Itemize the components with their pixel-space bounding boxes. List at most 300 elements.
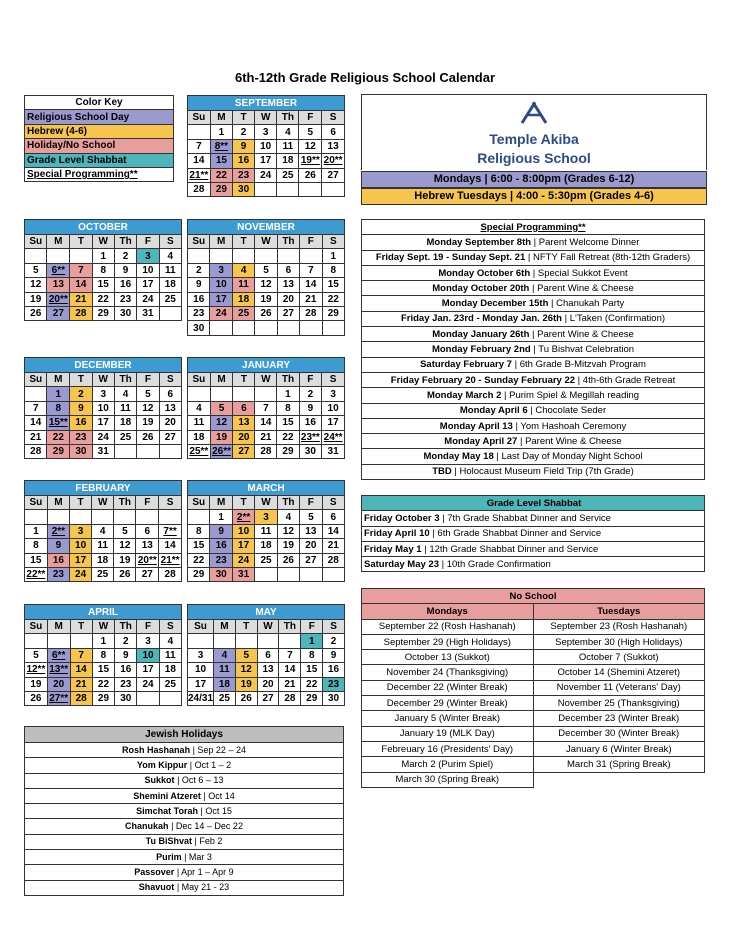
- calendar-day: 20: [257, 677, 279, 691]
- calendar-october: [24, 219, 182, 321]
- calendar-day: 5: [210, 401, 233, 415]
- calendar-day: 30: [299, 444, 322, 458]
- calendar-day: 25**: [189, 446, 209, 458]
- event-description: 6th Grade Shabbat Dinner and Service: [437, 528, 602, 540]
- calendar-march: [187, 480, 345, 582]
- calendar-day: [114, 510, 136, 524]
- no-school-tuesday: January 6 (Winter Break): [533, 741, 705, 756]
- no-school-header: No School: [362, 589, 705, 604]
- special-programming-item: Monday January 26th | Parent Wine & Cheese: [362, 327, 705, 342]
- calendar-day: 29: [188, 567, 210, 581]
- event-description: Parent Welcome Dinner: [538, 236, 640, 248]
- calendar-day: 16: [114, 278, 136, 292]
- calendar-day: 25: [159, 677, 181, 691]
- calendar-day: 2: [323, 634, 345, 648]
- weekday-label: F: [300, 496, 322, 510]
- calendar-day: [277, 567, 299, 581]
- calendar-day: 24: [255, 168, 277, 182]
- weekday-label: S: [323, 620, 345, 634]
- holiday-item: Sukkot | Oct 6 – 13: [25, 773, 344, 788]
- calendar-day: 9: [299, 401, 322, 415]
- weekday-label: Su: [188, 496, 210, 510]
- calendar-day: [188, 387, 211, 401]
- no-school-monday: October 13 (Sukkot): [362, 650, 534, 665]
- holiday-dates: Apr 1 – Apr 9: [181, 867, 234, 878]
- calendar-day: 11: [92, 539, 114, 553]
- calendar-day: 7: [70, 648, 92, 662]
- calendar-day: 23: [47, 567, 69, 581]
- calendar-day: [233, 387, 255, 401]
- calendar-day: [322, 321, 344, 335]
- calendar-day: 29: [47, 444, 70, 458]
- calendar-day: 6: [322, 125, 345, 139]
- calendar-day: 25: [277, 168, 299, 182]
- calendar-day: 12: [299, 139, 322, 153]
- calendar-day: 1: [47, 387, 70, 401]
- calendar-day: 1: [92, 249, 114, 263]
- calendar-day: [159, 306, 181, 320]
- temple-akiba-logo-icon: [514, 101, 554, 125]
- weekday-label: S: [159, 235, 181, 249]
- weekday-label: Th: [114, 496, 136, 510]
- calendar-day: [47, 634, 70, 648]
- calendar-day: 8: [25, 539, 48, 553]
- calendar-day: 5: [25, 648, 48, 662]
- calendar-day: 18: [277, 154, 299, 168]
- calendar-day: 23: [233, 168, 255, 182]
- calendar-april: [24, 604, 182, 706]
- calendar-day: 19: [137, 416, 159, 430]
- calendar-day: 30: [115, 691, 137, 705]
- calendar-day: 15: [188, 539, 210, 553]
- event-description: Yom Hashoah Ceremony: [520, 420, 627, 432]
- calendar-day: 2: [299, 387, 322, 401]
- event-date: Monday December 15th: [441, 298, 549, 310]
- calendar-day: [300, 249, 322, 263]
- calendar-day: 7: [300, 263, 322, 277]
- calendar-day: 30: [114, 306, 136, 320]
- calendar-day: 17: [92, 416, 114, 430]
- calendar-day: 22: [92, 677, 114, 691]
- holiday-name: Rosh Hashanah: [122, 744, 191, 755]
- weekday-label: Su: [188, 373, 211, 387]
- calendar-day: 26: [114, 567, 136, 581]
- calendar-day: 9: [115, 648, 137, 662]
- calendar-day: 24: [232, 553, 255, 567]
- event-date: Friday May 1: [364, 543, 422, 555]
- calendar-day: [235, 634, 257, 648]
- weekday-label: Th: [114, 235, 136, 249]
- calendar-day: 19: [235, 677, 257, 691]
- holiday-name: Yom Kippur: [136, 759, 188, 770]
- calendar-day: 31: [232, 567, 255, 581]
- calendar-december: [24, 357, 182, 459]
- calendar-day: 11: [232, 278, 254, 292]
- calendar-day: 17: [210, 292, 232, 306]
- calendar-day: 15: [277, 416, 299, 430]
- calendar-day: 1: [210, 125, 232, 139]
- calendar-day: 11: [255, 524, 277, 538]
- calendar-day: [300, 567, 322, 581]
- holiday-name: Chanukah: [125, 821, 169, 832]
- event-date: Friday February 20 - Sunday February 22: [390, 374, 576, 386]
- event-date: Friday April 10: [364, 528, 430, 540]
- calendar-day: 1: [92, 634, 114, 648]
- calendar-day: [188, 634, 214, 648]
- calendar-day: 17: [255, 154, 277, 168]
- calendar-day: 27**: [49, 693, 69, 705]
- no-school-monday: January 19 (MLK Day): [362, 726, 534, 741]
- calendar-day: 21: [322, 539, 344, 553]
- calendar-day: [257, 634, 279, 648]
- calendar-day: 6: [257, 648, 279, 662]
- event-date: Friday Jan. 23rd - Monday Jan. 26th: [400, 313, 562, 325]
- weekday-label: Th: [277, 235, 299, 249]
- calendar-day: 7: [255, 401, 277, 415]
- weekday-label: Su: [25, 620, 48, 634]
- grade-level-shabbat-header: Grade Level Shabbat: [362, 496, 705, 511]
- calendar-day: 14: [70, 663, 92, 677]
- jewish-holidays-table: [24, 726, 344, 896]
- event-description: Chanukah Party: [556, 298, 625, 310]
- holiday-dates: Sep 22 – 24: [197, 744, 246, 755]
- calendar-day: 7: [25, 401, 47, 415]
- weekday-label: T: [232, 496, 255, 510]
- calendar-day: 8: [301, 648, 323, 662]
- calendar-day: 24**: [323, 431, 343, 443]
- calendar-day: 18: [114, 416, 136, 430]
- weekday-label: Th: [277, 496, 299, 510]
- calendar-day: 9: [233, 139, 255, 153]
- no-school-col-mondays: Mondays: [362, 604, 534, 619]
- calendar-day: 23: [114, 292, 136, 306]
- calendar-day: 16: [233, 154, 255, 168]
- calendar-day: 9: [323, 648, 345, 662]
- calendar-day: [279, 634, 301, 648]
- calendar-day: [47, 249, 70, 263]
- month-name: FEBRUARY: [25, 481, 182, 496]
- calendar-day: 20: [233, 430, 255, 444]
- calendar-day: 3: [92, 387, 114, 401]
- holiday-name: Simchat Torah: [136, 805, 198, 816]
- calendar-day: 2: [233, 125, 255, 139]
- calendar-day: [136, 510, 159, 524]
- calendar-day: [322, 567, 344, 581]
- special-programming-item: Monday March 2 | Purim Spiel & Megillah reading: [362, 388, 705, 403]
- calendar-day: 19**: [300, 155, 320, 167]
- calendar-day: 8: [188, 524, 210, 538]
- special-programming-item: Friday February 20 - Sunday February 22 | 4th-6th Grade Retreat: [362, 372, 705, 387]
- weekday-label: S: [159, 496, 182, 510]
- mondays-band: Mondays | 6:00 - 8:00pm (Grades 6-12): [361, 171, 707, 188]
- weekday-label: W: [255, 496, 277, 510]
- calendar-day: 18: [92, 553, 114, 567]
- calendar-day: 20: [277, 292, 299, 306]
- calendar-day: 26: [25, 691, 48, 705]
- weekday-label: Th: [115, 620, 137, 634]
- calendar-day: 28: [25, 444, 47, 458]
- calendar-day: 18: [159, 278, 181, 292]
- calendar-day: 18: [255, 539, 277, 553]
- calendar-day: 3: [137, 249, 159, 263]
- calendar-day: 21: [70, 292, 92, 306]
- calendar-day: 16: [115, 663, 137, 677]
- calendar-day: [255, 321, 277, 335]
- month-name: SEPTEMBER: [188, 96, 345, 111]
- special-programming-table: [361, 219, 705, 480]
- calendar-day: 31: [92, 444, 114, 458]
- calendar-day: 2: [114, 249, 136, 263]
- calendar-day: 17: [232, 539, 255, 553]
- calendar-day: 17: [137, 663, 159, 677]
- calendar-day: 17: [322, 416, 345, 430]
- no-school-tuesday: November 25 (Thanksgiving): [533, 696, 705, 711]
- calendar-day: 12: [25, 278, 47, 292]
- weekday-label: T: [233, 111, 255, 125]
- shabbat-item: Saturday May 23 | 10th Grade Confirmation: [362, 557, 705, 572]
- event-description: NFTY Fall Retreat (8th-12th Graders): [533, 252, 691, 264]
- calendar-day: 25: [159, 292, 181, 306]
- calendar-day: 13**: [49, 664, 69, 676]
- calendar-day: 8: [92, 648, 114, 662]
- holiday-item: Chanukah | Dec 14 – Dec 22: [25, 819, 344, 834]
- calendar-day: 20: [300, 539, 322, 553]
- calendar-day: 17: [70, 553, 92, 567]
- weekday-label: S: [159, 620, 181, 634]
- calendar-day: 5: [255, 263, 277, 277]
- calendar-day: 23: [210, 553, 232, 567]
- event-date: Monday September 8th: [426, 236, 532, 248]
- calendar-day: [47, 510, 69, 524]
- calendar-day: 14: [255, 416, 277, 430]
- calendar-day: 28: [279, 691, 301, 705]
- calendar-day: 1: [210, 510, 232, 524]
- calendar-day: 3: [70, 524, 92, 538]
- calendar-day: 7: [188, 139, 211, 153]
- calendar-day: 26: [299, 168, 322, 182]
- holiday-item: Tu BiShvat | Feb 2: [25, 834, 344, 849]
- calendar-day: 21: [70, 677, 92, 691]
- special-programming-item: Friday Jan. 23rd - Monday Jan. 26th | L'Taken (Confirmation): [362, 311, 705, 326]
- no-school-tuesday: October 7 (Sukkot): [533, 650, 705, 665]
- event-date: Saturday May 23: [364, 558, 439, 570]
- calendar-day: 9: [210, 524, 232, 538]
- calendar-day: [70, 249, 92, 263]
- calendar-day: 11: [159, 263, 181, 277]
- no-school-monday: December 22 (Winter Break): [362, 680, 534, 695]
- calendar-day: 15: [92, 663, 114, 677]
- calendar-day: [299, 182, 322, 196]
- calendar-day: 23: [188, 306, 210, 320]
- event-description: Parent Wine & Cheese: [525, 435, 622, 447]
- calendar-day: 24/31: [188, 693, 214, 705]
- month-name: DECEMBER: [25, 358, 182, 373]
- calendar-day: 26: [235, 691, 257, 705]
- calendar-day: 13: [322, 139, 345, 153]
- calendar-day: 13: [277, 278, 299, 292]
- calendar-day: 21**: [189, 169, 209, 181]
- holiday-item: Rosh Hashanah | Sep 22 – 24: [25, 743, 344, 758]
- special-programming-item: Monday April 6 | Chocolate Seder: [362, 403, 705, 418]
- weekday-label: M: [47, 620, 70, 634]
- calendar-day: 22: [47, 430, 70, 444]
- calendar-day: 26: [255, 306, 277, 320]
- calendar-day: 18: [159, 663, 181, 677]
- calendar-day: 12: [277, 524, 299, 538]
- no-school-tuesday: March 31 (Spring Break): [533, 757, 705, 772]
- no-school-tuesday: [533, 772, 705, 787]
- event-description: Holocaust Museum Field Trip (7th Grade): [459, 466, 634, 478]
- calendar-day: 10: [255, 139, 277, 153]
- holiday-dates: Oct 6 – 13: [181, 775, 224, 786]
- weekday-label: Su: [25, 496, 48, 510]
- event-date: Friday October 3: [364, 512, 440, 524]
- shabbat-item: Friday May 1 | 12th Grade Shabbat Dinner and Service: [362, 541, 705, 556]
- weekday-label: Su: [188, 235, 210, 249]
- event-date: Friday Sept. 19 - Sunday Sept. 21: [375, 252, 526, 264]
- weekday-label: F: [137, 620, 159, 634]
- weekday-label: Th: [277, 373, 299, 387]
- event-description: Special Sukkot Event: [537, 267, 628, 279]
- holiday-dates: Oct 15: [205, 805, 232, 816]
- calendar-day: 27: [277, 306, 299, 320]
- special-programming-item: TBD | Holocaust Museum Field Trip (7th Grade): [362, 464, 705, 479]
- no-school-monday: Febreuary 16 (Presidents' Day): [362, 741, 534, 756]
- weekday-label: W: [92, 373, 114, 387]
- calendar-day: 26: [277, 553, 299, 567]
- calendar-day: [210, 387, 233, 401]
- calendar-day: 8: [322, 263, 344, 277]
- calendar-day: 25: [255, 553, 277, 567]
- weekday-label: F: [137, 235, 159, 249]
- calendar-day: 1: [322, 249, 344, 263]
- calendar-day: 2: [70, 387, 92, 401]
- calendar-day: 10: [210, 278, 232, 292]
- weekday-label: S: [322, 111, 345, 125]
- calendar-day: 6**: [47, 648, 70, 662]
- color-key-item: Religious School Day: [25, 110, 174, 124]
- event-description: 6th Grade B-Mitzvah Program: [519, 359, 646, 371]
- calendar-day: 21: [300, 292, 322, 306]
- weekday-label: T: [70, 620, 92, 634]
- no-school-monday: November 24 (Thanksgiving): [362, 665, 534, 680]
- calendar-day: 5: [235, 648, 257, 662]
- calendar-day: 28: [188, 182, 211, 196]
- weekday-label: T: [233, 373, 255, 387]
- calendar-day: [159, 691, 181, 705]
- calendar-september: [187, 95, 345, 197]
- calendar-day: 26: [137, 430, 159, 444]
- event-date: Monday May 18: [423, 451, 494, 463]
- calendar-day: 28: [255, 444, 277, 458]
- month-name: APRIL: [25, 605, 182, 620]
- calendar-day: 2**: [232, 510, 255, 524]
- calendar-day: 29: [301, 691, 323, 705]
- calendar-day: 23: [323, 677, 345, 691]
- calendar-day: 14: [322, 524, 344, 538]
- color-key-item: Grade Level Shabbat: [25, 153, 174, 167]
- logo-name-line2: Religious School: [477, 150, 591, 166]
- calendar-day: [277, 321, 299, 335]
- calendar-day: [255, 387, 277, 401]
- color-key-item: Holiday/No School: [25, 139, 174, 153]
- weekday-label: W: [255, 111, 277, 125]
- calendar-day: 20: [159, 416, 181, 430]
- calendar-day: [232, 321, 254, 335]
- calendar-day: 24: [137, 292, 159, 306]
- page-title: 6th-12th Grade Religious School Calendar: [234, 70, 496, 85]
- no-school-tuesday: December 30 (Winter Break): [533, 726, 705, 741]
- calendar-day: 23: [115, 677, 137, 691]
- weekday-label: T: [70, 235, 92, 249]
- calendar-day: [188, 125, 211, 139]
- calendar-day: 29: [210, 182, 232, 196]
- calendar-day: [114, 444, 136, 458]
- calendar-day: 2: [115, 634, 137, 648]
- calendar-day: 3: [137, 634, 159, 648]
- calendar-day: 2**: [47, 524, 69, 538]
- calendar-day: [25, 634, 48, 648]
- event-description: Tu Bishvat Celebration: [538, 344, 635, 356]
- calendar-day: 8: [277, 401, 299, 415]
- weekday-label: Th: [114, 373, 136, 387]
- calendar-day: 19: [277, 539, 299, 553]
- special-programming-item: Friday Sept. 19 - Sunday Sept. 21 | NFTY Fall Retreat (8th-12th Graders): [362, 250, 705, 265]
- weekday-label: M: [47, 373, 70, 387]
- weekday-label: F: [136, 496, 159, 510]
- holiday-dates: Oct 1 – 2: [194, 759, 232, 770]
- weekday-label: F: [300, 235, 322, 249]
- holiday-name: Passover: [134, 867, 175, 878]
- calendar-day: 3: [210, 263, 232, 277]
- calendar-day: 22: [322, 292, 344, 306]
- jewish-holidays-header: Jewish Holidays: [25, 727, 344, 743]
- calendar-day: 6: [136, 524, 159, 538]
- special-programming-item: Monday April 27 | Parent Wine & Cheese: [362, 434, 705, 449]
- calendar-day: 22: [92, 292, 114, 306]
- calendar-day: 11: [159, 648, 181, 662]
- holiday-dates: May 21 - 23: [181, 882, 230, 893]
- calendar-day: 19: [114, 553, 136, 567]
- holiday-item: Purim | Mar 3: [25, 850, 344, 865]
- calendar-day: [188, 510, 210, 524]
- calendar-day: 25: [114, 430, 136, 444]
- calendar-november: [187, 219, 345, 336]
- calendar-day: 31: [322, 444, 345, 458]
- calendar-day: 12**: [26, 664, 46, 676]
- calendar-day: 14: [159, 539, 182, 553]
- holiday-item: Yom Kippur | Oct 1 – 2: [25, 758, 344, 773]
- calendar-day: 18: [232, 292, 254, 306]
- calendar-day: 21**: [160, 554, 180, 566]
- no-school-col-tuesdays: Tuesdays: [533, 604, 705, 619]
- calendar-day: [25, 387, 47, 401]
- calendar-day: [70, 510, 92, 524]
- event-description: 7th Grade Shabbat Dinner and Service: [447, 512, 611, 524]
- weekday-label: T: [70, 496, 92, 510]
- weekday-label: M: [47, 496, 69, 510]
- calendar-day: [159, 444, 181, 458]
- calendar-day: [70, 634, 92, 648]
- event-date: Monday April 27: [444, 435, 518, 447]
- calendar-day: 15: [92, 278, 114, 292]
- weekday-label: W: [255, 235, 277, 249]
- shabbat-item: Friday October 3 | 7th Grade Shabbat Dinner and Service: [362, 511, 705, 526]
- weekday-label: M: [210, 496, 232, 510]
- calendar-day: 17: [137, 278, 159, 292]
- calendar-day: 28: [322, 553, 344, 567]
- calendar-day: 12: [137, 401, 159, 415]
